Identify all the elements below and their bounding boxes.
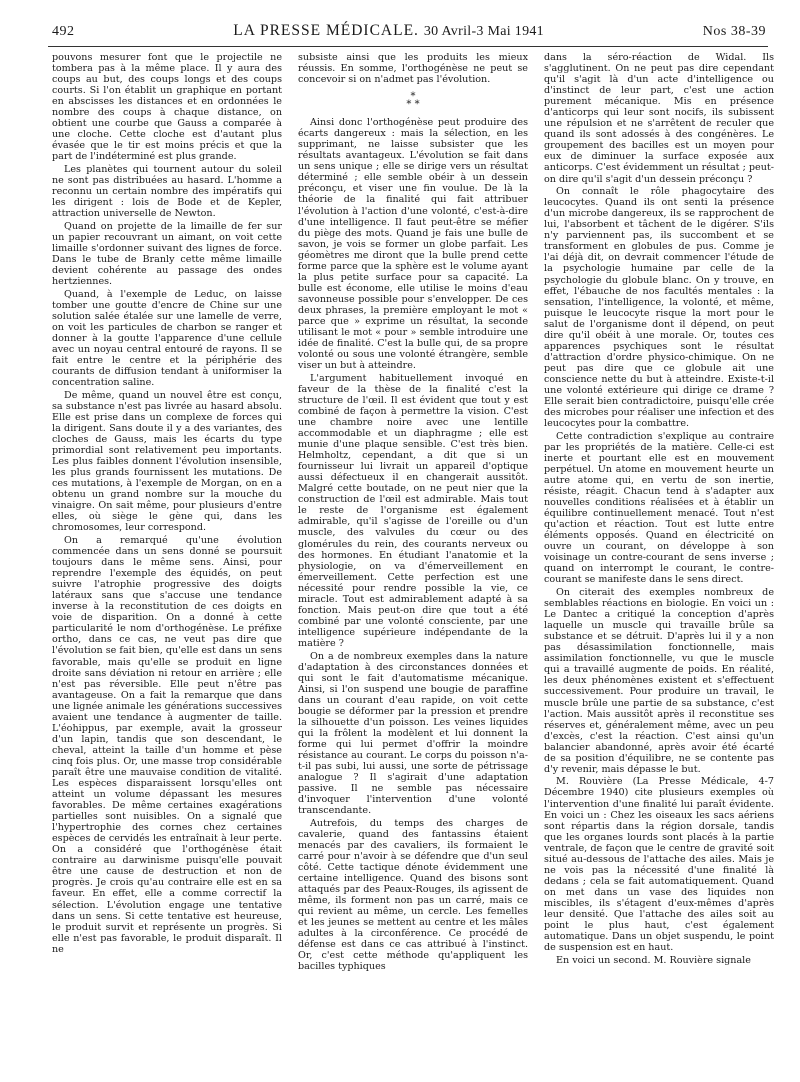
paragraph: En voici un second. M. Rouvière signale <box>556 954 751 966</box>
paragraph: Quand, à l'exemple de Leduc, on laisse tomber une goutte d'encre de Chine sur une solution salée étalée sur une lamelle de verre, on voit les particules de charbon se ranger et donner à la goutte l'apparence d'une cellule avec un noyau central entouré de rayons. Il se fait entre le centre et la périphérie des courants de diffusion tendant à uniformiser la concentration saline. <box>52 288 282 389</box>
paragraph: Les planètes qui tournent autour du soleil ne sont pas distribuées au hasard. L'homme a reconnu un certain nombre des impératifs qui les dirigent : lois de Bode et de Kepler, attraction universelle de Newton. <box>52 164 282 220</box>
paragraph: M. Rouvière (La Presse Médicale, 4-7 Décembre 1940) cite plusieurs exemples où l'intervention d'une finalité lui paraît évidente. En voici un : Chez les oiseaux les sacs aériens sont répartis dans la région dorsale, tandis que les organes lourds sont placés à la partie ventrale, de façon que le centre de gravité soit situé au-dessous de l'attache des ailes. Mais je ne vois pas la nécessité d'une finalité là dedans ; cela se fait automatiquement. Quand on met dans un vase des liquides non miscibles, ils s'étagent d'eux-mêmes d'après leur densité. Que l'attache des ailes soit au point le plus haut, c'est également automatique. Dans un objet suspendu, le point de suspension est en haut. <box>544 776 774 954</box>
paragraph: On a de nombreux exemples dans la nature d'adaptation à des circonstances données et qui sont le fait d'automatisme mécanique. Ainsi, si l'on suspend une bougie de paraffine dans un courant d'eau rapide, on voit cette bougie se déformer par la pression et prendre la silhouette d'un poisson. Les veines liquides qui la frôlent la modèlent et lui donnent la forme qui lui permet d'offrir la moindre résistance au courant. Le corps du poisson n'a-t-il pas subi, lui aussi, une sorte de pétrissage analogue ? Il s'agirait d'une adaptation passive. Il ne semble pas nécessaire d'invoquer l'intervention d'une volonté transcendante. <box>298 650 528 817</box>
article-body <box>52 52 774 1077</box>
paragraph: Cette contradiction s'explique au contraire par les propriétés de la matière. Celle-ci est inerte et pourtant elle est en mouvement perpétuel. Un atome en mouvement heurte un autre atome qui, en vertu de son inertie, résiste, réagit. Chacun tend à s'adapter aux nouvelles conditions réalisées et à établir un équilibre continuellement menacé. Tout n'est qu'action et réaction. Tout est lutte entre éléments opposés. Quand en électricité on ouvre un courant, on développe à son voisinage un contre-courant de sens inverse ; quand on interrompt le courant, le contre-courant se manifeste dans le sens direct. <box>544 430 774 586</box>
header-rule <box>48 46 768 47</box>
column-1 <box>52 52 282 1077</box>
paragraph: De même, quand un nouvel être est conçu, sa substance n'est pas livrée au hasard absolu. Elle est prise dans un complexe de forces qui la dirigent. Sans doute il y a des variantes, des cloches de Gauss, mais les écarts du type primordial sont relativement peu importants. Les plus faibles donnent l'évolution insensible, les plus grands fournissent les mutations. De ces mutations, à l'exemple de Morgan, on en a obtenu un grand nombre sur la mouche du vinaigre. On sait même, pour plusieurs d'entre elles, où siège le gène qui, dans les chromosomes, leur correspond. <box>52 389 282 534</box>
paragraph: Autrefois, du temps des charges de cavalerie, quand des fantassins étaient menacés par des cavaliers, ils formaient le carré pour n'avoir à se défendre que d'un seul côté. Cette tactique dénote évidemment une certaine intelligence. Quand des bisons sont attaqués par des Peaux-Rouges, ils agissent de même, ils forment non pas un carré, mais ce qui revient au même, un cercle. Les femelles et les jeunes se mettent au centre et les mâles adultes à la circonférence. Ce procédé de défense est dans ce cas attribué à l'instinct. Or, c'est cette méthode qu'appliquent les bacilles typhiques <box>298 817 528 973</box>
column-3 <box>544 52 774 1077</box>
paragraph: On a remarqué qu'une évolution commencée dans un sens donné se poursuit toujours dans le même sens. Ainsi, pour reprendre l'exemple des équidés, on peut suivre l'atrophie progressive des doigts latéraux sans que s'accuse une tendance inverse à la reconstitution de ces doigts en voie de disparition. On a donné à cette particularité le nom d'orthogénèse. Le préfixe ortho, dans ce cas, ne veut pas dire que l'évolution se fait bien, qu'elle est dans un sens favorable, mais qu'elle se produit en ligne droite sans déviation ni retour en arrière ; elle n'est pas réversible. Elle peut n'être pas avantageuse. On a fait la remarque que dans une lignée animale les générations successives avaient une tendance à augmenter de taille. L'éohippus, par exemple, avait la grosseur d'un lapin, tandis que son descendant, le cheval, atteint la taille d'un homme et pèse cinq fois plus. Or, une masse trop considérable paraît être une mauvaise condition de vitalité. Les espèces disparaissent lorsqu'elles ont atteint un volume dépassant les mesures favorables. De même certaines exagérations partielles sont nuisibles. On a signalé que l'hypertrophie des cornes chez certaines espèces de cervidés les entraînait à leur perte. On a considéré que l'orthogénèse était contraire au darwinisme puisqu'elle pouvait être une cause de destruction et non de progrès. Je crois qu'au contraire elle est en sa faveur. En effet, elle a comme correctif la sélection. L'évolution engage une tentative dans un sens. Si cette tentative est heureuse, le produit survit et représente un progrès. Si elle n'est pas favorable, le produit disparaît. Il ne <box>52 534 282 955</box>
separator-star-top: * <box>410 91 416 103</box>
paragraph: On citerait des exemples nombreux de semblables réactions en biologie. En voici un : Le Dantec a critiqué la conception d'après laquelle un muscle qui travaille brûle sa substance et se détruit. D'après lui il y a non pas désassimilation fonctionnelle, mais assimilation fonctionnelle, vu que le muscle qui a travaillé augmente de poids. En réalité, les deux phénomènes existent et s'effectuent successivement. Pour produire un travail, le muscle brûle une partie de sa substance, c'est l'action. Mais aussitôt après il reconstitue ses réserves et, généralement même, avec un peu d'excès, c'est la réaction. C'est ainsi qu'un balancier abandonné, après avoir été écarté de sa position d'équilibre, ne se contente pas d'y revenir, mais dépasse le but. <box>544 587 774 775</box>
paragraph: subsiste ainsi que les produits les mieux réussis. En somme, l'orthogénèse ne peut se concevoir si on n'admet pas l'évolution. <box>298 52 528 86</box>
issue-number: Nos 38-39 <box>702 24 766 39</box>
page-header <box>52 22 766 46</box>
column-2 <box>298 52 528 1077</box>
paragraph: Ainsi donc l'orthogénèse peut produire des écarts dangereux : mais la sélection, en les supprimant, ne laisse subsister que les résultats avantageux. L'évolution se fait dans un sens unique ; elle se dirige vers un résultat déterminé ; elle semble obéir à un dessein préconçu, et viser une fin voulue. De là la théorie de la finalité qui fait attribuer l'évolution à l'action d'une volonté, c'est-à-dire d'une intelligence. Il faut peut-être se méfier du piège des mots. Quand je fais une bulle de savon, je vois se former un globe parfait. Les géomètres me diront que la bulle prend cette forme parce que la sphère est le volume ayant la plus petite surface pour sa capacité. La bulle est économe, elle utilise le moins d'eau savonneuse possible pour s'envelopper. De ces deux phrases, la première employant le mot « parce que » exprime un résultat, la seconde utilisant le mot « pour » semble introduire une idée de finalité. C'est la bulle qui, de sa propre volonté ou sous une volonté étrangère, semble viser un but à atteindre. <box>298 117 528 372</box>
issue-date: 30 Avril-3 Mai 1941 <box>423 24 544 39</box>
paragraph: Quand on projette de la limaille de fer sur un papier recouvrant un aimant, on voit cette limaille s'ordonner suivant des lignes de force. Dans le tube de Branly cette même limaille devient cohérente au passage des ondes hertziennes. <box>52 220 282 288</box>
separator-stars-bottom: * * <box>406 99 420 111</box>
section-separator <box>298 93 528 109</box>
page-number: 492 <box>52 24 75 39</box>
journal-title: LA PRESSE MÉDICALE. <box>233 22 419 39</box>
paragraph: On connaît le rôle phagocytaire des leucocytes. Quand ils ont senti la présence d'un microbe dangereux, ils se rapprochent de lui, l'absorbent et tâchent de le digérer. S'ils n'y parviennent pas, ils succombent et se transforment en globules de pus. Comme je l'ai déjà dit, on devrait commencer l'étude de la psychologie humaine par celle de la psychologie du globule blanc. On y trouve, en effet, l'ébauche de nos facultés mentales : la sensation, l'intelligence, la volonté, et même, puisque le leucocyte risque la mort pour le salut de l'organisme dont il dépend, on peut dire qu'il obéit à une morale. Or, toutes ces apparences psychiques sont le résultat d'attraction d'ordre physico-chimique. On ne peut pas dire que ce globule ait une conscience nette du but à atteindre. Existe-t-il une volonté extérieure qui dirige ce drame ? Elle serait bien contradictoire, puisqu'elle crée des microbes pour réaliser une infection et des leucocytes pour la combattre. <box>544 186 774 430</box>
journal-title-line <box>233 22 544 40</box>
paragraph: dans la séro-réaction de Widal. Ils s'agglutinent. On ne peut pas dire cependant qu'il s'agit là d'un acte d'intelligence ou d'instinct de leur part, c'est une action purement mécanique. Mis en présence d'anticorps qui leur sont nocifs, ils subissent une répulsion et ne s'arrêtent de reculer que quand ils sont adossés à des congénères. Le groupement des bacilles est un moyen pour eux de diminuer la surface exposée aux anticorps. C'est évidemment un résultat ; peut-on dire qu'il s'agit d'un dessein préconçu ? <box>544 52 774 185</box>
paragraph: L'argument habituellement invoqué en faveur de la thèse de la finalité c'est la structure de l'œil. Il est évident que tout y est combiné de façon à permettre la vision. C'est une chambre noire avec une lentille accommodable et un diaphragme ; elle est munie d'une plaque sensible. C'est très bien. Helmholtz, cependant, a dit que si un fournisseur lui livrait un appareil d'optique aussi défectueux il en changerait aussitôt. Malgré cette boutade, on ne peut nier que la construction de l'œil est admirable. Mais tout le reste de l'organisme est également admirable, qu'il s'agisse de l'oreille ou d'un muscle, des valvules du cœur ou des glomérules du rein, des courants nerveux ou des hormones. En étudiant l'anatomie et la physiologie, on va d'émerveillement en émerveillement. Cette perfection est une nécessité pour rendre possible la vie, ce miracle. Tout est admirablement adapté à sa fonction. Mais peut-on dire que tout a été combiné par une volonté consciente, par une intelligence supérieure indépendante de la matière ? <box>298 372 528 649</box>
paragraph: pouvons mesurer font que le projectile ne tombera pas à la même place. Il y aura des coups au but, des coups longs et des coups courts. Si l'on établit un graphique en portant en abscisses les distances et en ordonnées le nombre des coups à chaque distance, on obtient une courbe que Gauss a comparée à une cloche. Cette cloche est d'autant plus évasée que le tir est moins précis et que la part de l'indéterminé est plus grande. <box>52 52 282 163</box>
